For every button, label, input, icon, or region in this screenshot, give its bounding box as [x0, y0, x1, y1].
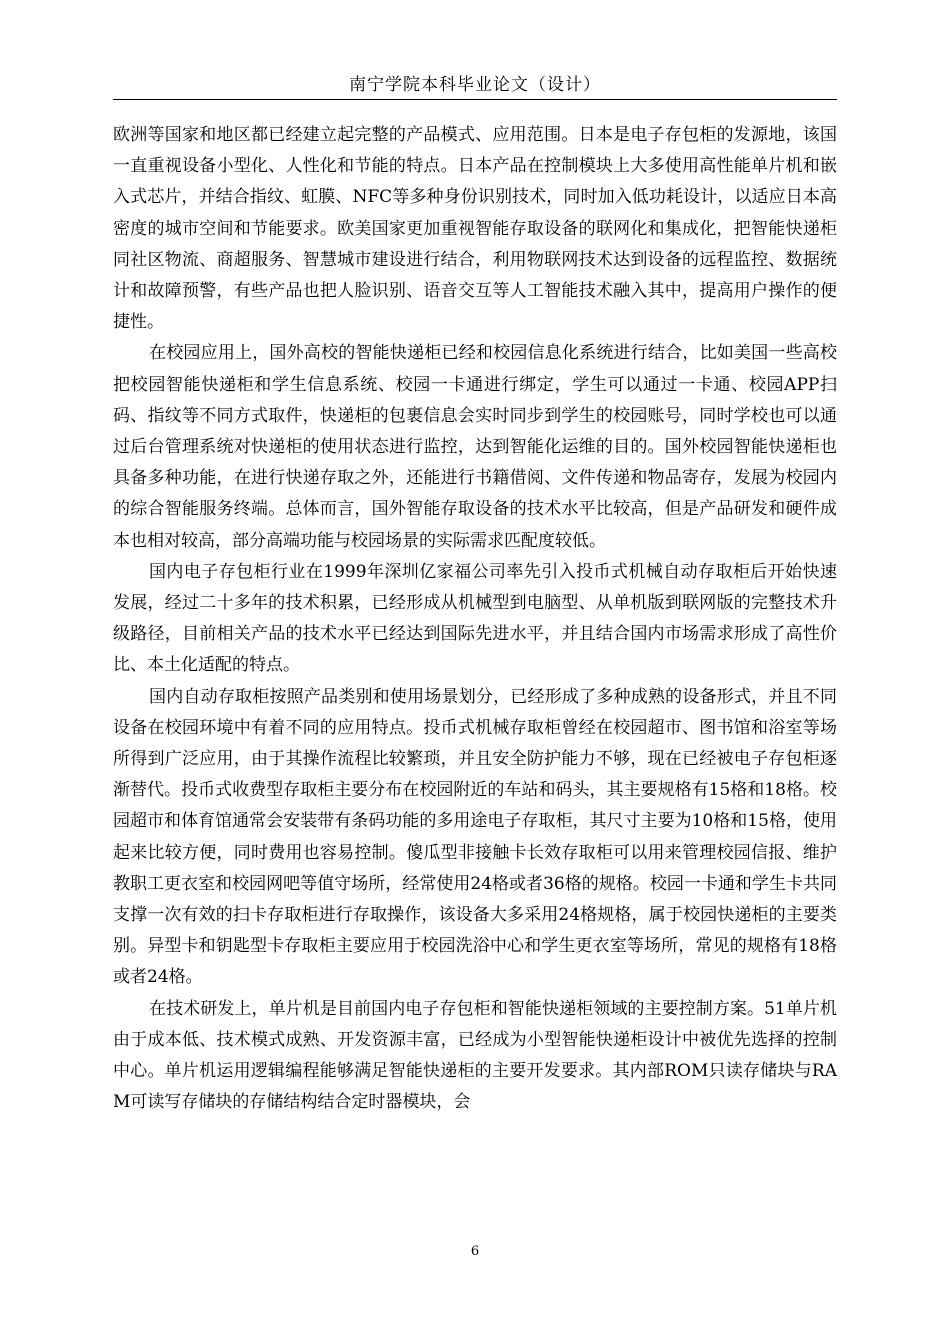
page-number: 6 — [470, 1244, 480, 1259]
paragraph-5: 在技术研发上，单片机是目前国内电子存包柜和智能快递柜领域的主要控制方案。51单片机由于成本低、技术模式成熟、开发资源丰富，已经成为小型智能快递柜设计中被优先选择的控制中心。单片机运用逻辑编程能够满足智能快递柜的主要开发要求。其内部ROM只读存储块与RAM可读写存储块的存储结构结合定时器模块，会 — [113, 998, 837, 1113]
header-divider — [113, 99, 837, 100]
paragraph-3: 国内电子存包柜行业在1999年深圳亿家福公司率先引入投币式机械自动存取柜后开始快速发展，经过二十多年的技术积累，已经形成从机械型到电脑型、从单机版到联网版的完整技术升级路径，目前相关产品的技术水平已经达到国际先进水平，并且结合国内市场需求形成了高性价比、本土化适配的特点。 — [113, 561, 837, 676]
body-text — [113, 120, 837, 1119]
running-header-title: 南宁学院本科毕业论文（设计） — [349, 75, 601, 95]
paragraph-1: 欧洲等国家和地区都已经建立起完整的产品模式、应用范围。日本是电子存包柜的发源地，该国一直重视设备小型化、人性化和节能的特点。日本产品在控制模块上大多使用高性能单片机和嵌入式芯片，并结合指纹、虹膜、NFC等多种身份识别技术，同时加入低功耗设计，以适应日本高密度的城市空间和节能要求。欧美国家更加重视智能存取设备的联网化和集成化，把智能快递柜同社区物流、商超服务、智慧城市建设进行结合，利用物联网技术达到设备的远程监控、数据统计和故障预警，有些产品也把人脸识别、语音交互等人工智能技术融入其中，提高用户操作的便捷性。 — [113, 125, 837, 333]
paragraph-2: 在校园应用上，国外高校的智能快递柜已经和校园信息化系统进行结合，比如美国一些高校把校园智能快递柜和学生信息系统、校园一卡通进行绑定，学生可以通过一卡通、校园APP扫码、指纹等不同方式取件，快递柜的包裹信息会实时同步到学生的校园账号，同时学校也可以通过后台管理系统对快递柜的使用状态进行监控，达到智能化运维的目的。国外校园智能快递柜也具备多种功能，在进行快递存取之外，还能进行书籍借阅、文件传递和物品寄存，发展为校园内的综合智能服务终端。总体而言，国外智能存取设备的技术水平比较高，但是产品研发和硬件成本也相对较高，部分高端功能与校园场景的实际需求匹配度较低。 — [113, 343, 837, 551]
paragraph-4: 国内自动存取柜按照产品类别和使用场景划分，已经形成了多种成熟的设备形式，并且不同设备在校园环境中有着不同的应用特点。投币式机械存取柜曾经在校园超市、图书馆和浴室等场所得到广泛应用，由于其操作流程比较繁琐，并且安全防护能力不够，现在已经被电子存包柜逐渐替代。投币式收费型存取柜主要分布在校园附近的车站和码头，其主要规格有15格和18格。校园超市和体育馆通常会安装带有条码功能的多用途电子存取柜，其尺寸主要为10格和15格，使用起来比较方便，同时费用也容易控制。傻瓜型非接触卡长效存取柜可以用来管理校园信报、维护教职工更衣室和校园网吧等值守场所，经常使用24格或者36格的规格。校园一卡通和学生卡共同支撑一次有效的扫卡存取柜进行存取操作，该设备大多采用24格规格，属于校园快递柜的主要类别。异型卡和钥匙型卡存取柜主要应用于校园洗浴中心和学生更衣室等场所，常见的规格有18格或者24格。 — [113, 686, 837, 988]
